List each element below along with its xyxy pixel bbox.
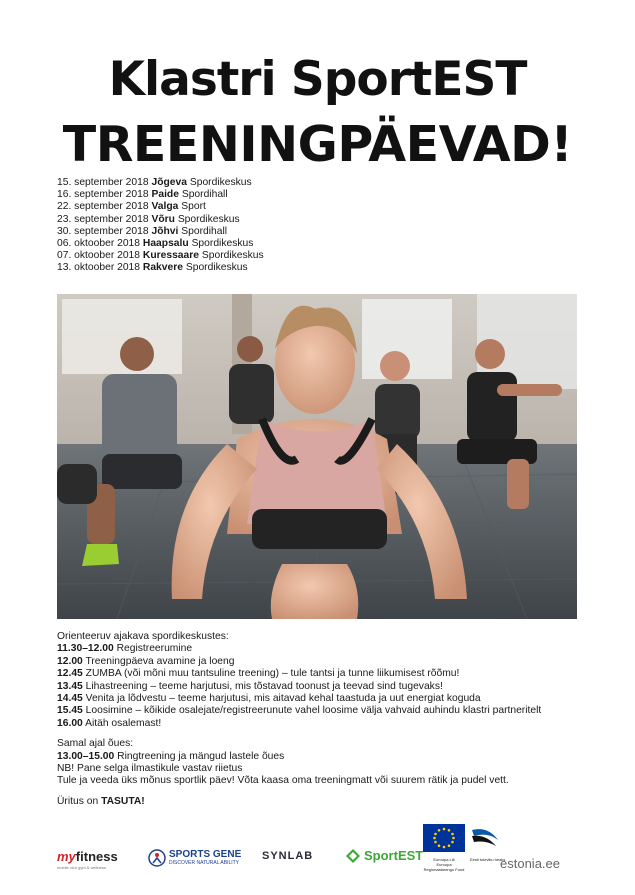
eas-swoosh-icon — [470, 826, 500, 852]
schedule-section — [57, 631, 597, 808]
schedule-intro: Orienteeruv ajakava spordikeskustes: — [57, 631, 229, 642]
sponsor-logos — [0, 820, 635, 880]
event-date-item: 07. oktoober 2018 Kuressaare Spordikeskus — [57, 250, 264, 262]
invitation-note: Tule ja veeda üks mõnus sportlik päev! Võta kaasa oma treeningmatt või suurem rätik ja pudel vett. — [57, 775, 509, 787]
schedule-item: 12.45 ZUMBA (või mõni muu tantsuline treening) – tule tantsi ja tunne liikumisest rõõmu! — [57, 668, 460, 680]
event-date-item: 23. september 2018 Võru Spordikeskus — [57, 213, 240, 225]
outdoor-item: 13.00–15.00 Ringtreening ja mängud lastele õues — [57, 750, 285, 762]
sportest-logo: SportEST — [345, 847, 423, 865]
schedule-item: 16.00 Aitäh osalemast! — [57, 717, 162, 729]
sportsgene-icon — [148, 849, 166, 867]
schedule-item: 11.30–12.00 Registreerumine — [57, 643, 193, 655]
workout-photo — [57, 294, 577, 619]
event-date-item: 15. september 2018 Jõgeva Spordikeskus — [57, 177, 252, 188]
schedule-item: 15.45 Loosimine – kõikide osalejate/registreerunute vahel loosime välja vahvaid auhindu klastri partneritelt — [57, 705, 542, 717]
schedule-item: 12.00 Treeningpäeva avamine ja loeng — [57, 655, 235, 667]
eas-logo: Eesti tuleviku heaks — [470, 826, 500, 862]
event-date-item: 06. oktoober 2018 Haapsalu Spordikeskus — [57, 238, 254, 250]
event-date-item: 16. september 2018 Paide Spordihall — [57, 189, 228, 201]
eu-flag-icon — [423, 824, 465, 852]
estonia-logo: estonia.ee — [500, 856, 560, 871]
poster-title-line2: TREENINGPÄEVAD! — [62, 116, 573, 173]
event-date-item: 13. oktoober 2018 Rakvere Spordikeskus — [57, 262, 248, 274]
synlab-logo: SYNLAB — [262, 850, 314, 862]
poster-title-line1: Klastri SportEST — [108, 52, 527, 107]
sportest-leaf-icon — [345, 848, 361, 864]
schedule-item: 13.45 Lihastreening – teeme harjutusi, mis tõstavad toonust ja teevad sind tugevaks! — [57, 680, 443, 692]
event-dates-list — [57, 177, 264, 275]
event-date-item: 30. september 2018 Jõhvi Spordihall — [57, 225, 228, 237]
clothing-note: NB! Pane selga ilmastikule vastav riietus — [57, 763, 243, 775]
free-entry-note: Üritus on TASUTA! — [57, 795, 145, 807]
eu-fund-logo: Euroopa Liit Euroopa Regionaalarengu Fond — [423, 824, 465, 872]
event-date-item: 22. september 2018 Valga Sport — [57, 201, 206, 213]
myfitness-logo: myfitness mobile vivo gym & wellness — [57, 849, 118, 870]
sportsgene-logo: SPORTS GENE DISCOVER NATURAL ABILITY — [148, 849, 241, 866]
outdoor-intro: Samal ajal õues: — [57, 738, 134, 750]
schedule-item: 14.45 Venita ja lõdvestu – teeme harjutusi, mis aitavad kehal taastuda ja uut energiat koguda — [57, 693, 481, 705]
